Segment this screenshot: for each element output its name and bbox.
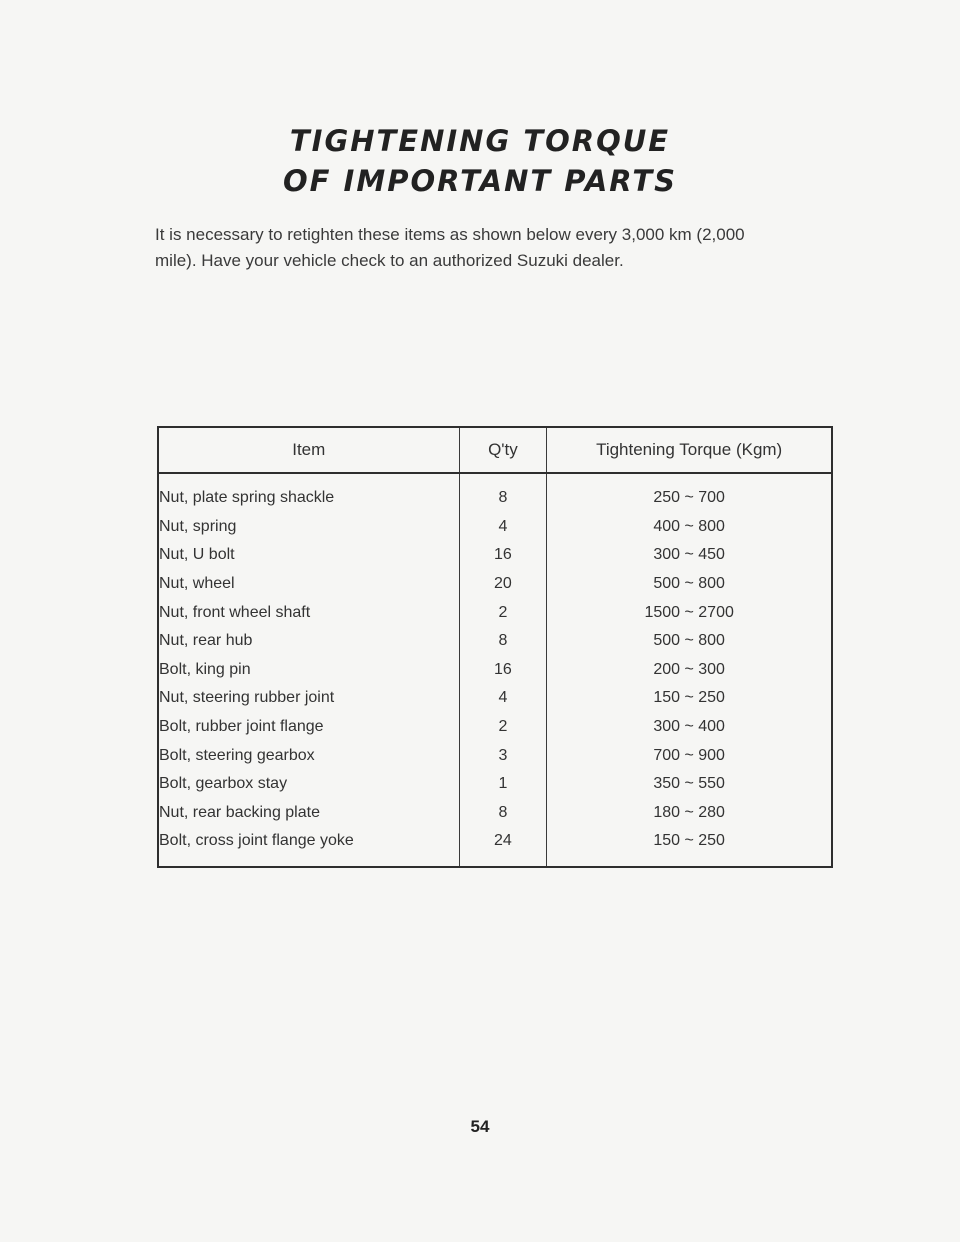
table-row [158, 598, 832, 627]
cell-qty: 1 [459, 770, 547, 799]
header-item: Item [158, 427, 459, 473]
cell-torque: 400 ~ 800 [547, 513, 832, 542]
intro-line-2: mile). Have your vehicle check to an authorized Suzuki dealer. [155, 251, 624, 270]
cell-qty: 20 [459, 570, 547, 599]
cell-item: Bolt, gearbox stay [159, 775, 288, 793]
cell-item: Bolt, cross joint flange yoke [159, 832, 354, 850]
cell-item: Nut, front wheel shaft [159, 603, 311, 621]
table-row [158, 770, 832, 799]
cell-item: Nut, steering rubber joint [159, 689, 335, 707]
cell-item: Nut, spring [159, 517, 237, 535]
torque-table-body [158, 473, 832, 867]
cell-item: Nut, rear backing plate [159, 803, 320, 821]
cell-torque: 500 ~ 800 [547, 627, 832, 656]
cell-item: Nut, wheel [159, 575, 235, 593]
cell-item: Nut, U bolt [159, 546, 235, 564]
cell-qty: 4 [459, 513, 547, 542]
torque-table-header-row [158, 427, 832, 473]
cell-torque: 250 ~ 700 [547, 473, 832, 513]
cell-torque: 1500 ~ 2700 [547, 598, 832, 627]
cell-item: Bolt, rubber joint flange [159, 718, 324, 736]
page-title-line-1: TIGHTENING TORQUE [289, 124, 671, 158]
table-row [158, 513, 832, 542]
cell-torque: 300 ~ 400 [547, 713, 832, 742]
table-row [158, 684, 832, 713]
intro-line-1: It is necessary to retighten these items as shown below every 3,000 km (2,000 [155, 225, 745, 244]
page-number: 54 [470, 1117, 490, 1136]
header-torque: Tightening Torque (Kgm) [547, 427, 832, 473]
table-row [158, 799, 832, 828]
cell-qty: 3 [459, 741, 547, 770]
table-row [158, 473, 832, 513]
cell-torque: 180 ~ 280 [547, 799, 832, 828]
table-row [158, 741, 832, 770]
table-row [158, 827, 832, 867]
cell-torque: 700 ~ 900 [547, 741, 832, 770]
cell-torque: 200 ~ 300 [547, 656, 832, 685]
cell-qty: 8 [459, 627, 547, 656]
intro-paragraph [155, 222, 855, 274]
torque-table [157, 426, 833, 868]
cell-item: Bolt, steering gearbox [159, 746, 315, 764]
cell-torque: 350 ~ 550 [547, 770, 832, 799]
header-qty: Q'ty [459, 427, 547, 473]
table-row [158, 656, 832, 685]
cell-item: Nut, rear hub [159, 632, 253, 650]
cell-qty: 16 [459, 541, 547, 570]
table-row [158, 541, 832, 570]
table-row [158, 570, 832, 599]
cell-qty: 2 [459, 713, 547, 742]
table-row [158, 627, 832, 656]
cell-qty: 8 [459, 799, 547, 828]
page-title-line-2: OF IMPORTANT PARTS [283, 164, 677, 198]
cell-qty: 24 [459, 827, 547, 867]
cell-qty: 16 [459, 656, 547, 685]
cell-torque: 300 ~ 450 [547, 541, 832, 570]
cell-item: Bolt, king pin [159, 660, 251, 678]
table-row [158, 713, 832, 742]
cell-item: Nut, plate spring shackle [159, 489, 335, 507]
cell-qty: 2 [459, 598, 547, 627]
cell-qty: 8 [459, 473, 547, 513]
cell-qty: 4 [459, 684, 547, 713]
cell-torque: 500 ~ 800 [547, 570, 832, 599]
cell-torque: 150 ~ 250 [547, 684, 832, 713]
cell-torque: 150 ~ 250 [547, 827, 832, 867]
